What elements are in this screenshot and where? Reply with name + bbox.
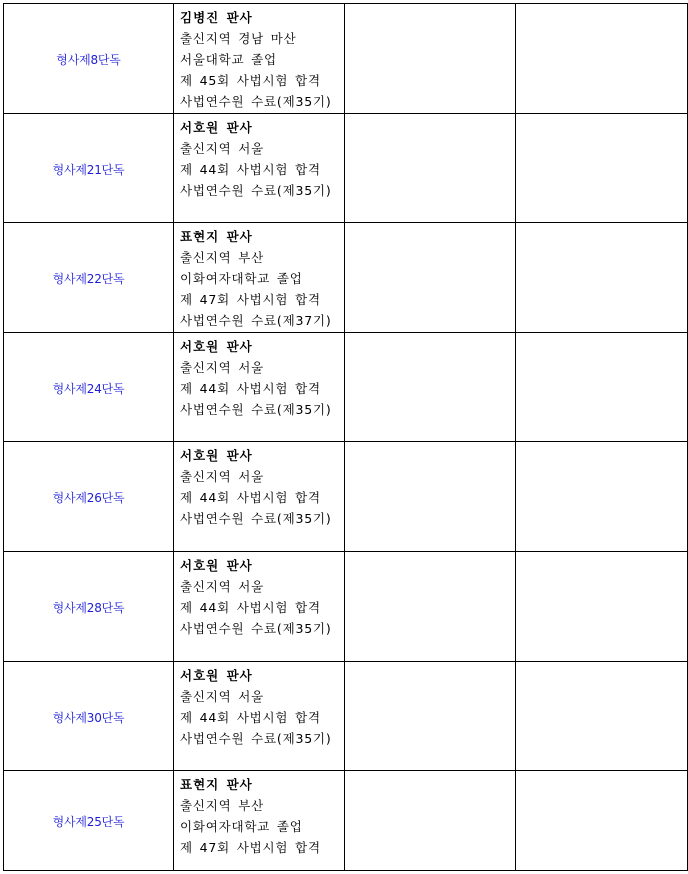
judge-info-line: 제 44회 사법시험 합격 (180, 381, 321, 396)
judge-cell (174, 552, 345, 662)
empty-cell (345, 552, 516, 662)
judge-info-line: 출신지역 서울 (180, 579, 265, 594)
judge-info-line: 사법연수원 수료(제35기) (180, 621, 332, 636)
judge-info-line: 제 44회 사법시험 합격 (180, 600, 321, 615)
division-link[interactable]: 형사제8단독 (56, 53, 121, 67)
judge-info-line: 이화여자대학교 졸업 (180, 271, 303, 286)
judge-name: 서호원 판사 (180, 448, 253, 463)
judge-name: 표현지 판사 (180, 229, 253, 244)
judge-cell (174, 662, 345, 771)
division-cell (4, 662, 174, 771)
judge-cell (174, 114, 345, 223)
table-row (4, 114, 688, 223)
judge-cell (174, 771, 345, 871)
judge-info-line: 출신지역 부산 (180, 250, 265, 265)
division-link[interactable]: 형사제21단독 (52, 162, 125, 177)
judge-info-line: 제 44회 사법시험 합격 (180, 710, 321, 725)
judge-info-line: 출신지역 부산 (180, 798, 265, 813)
division-link[interactable]: 형사제25단독 (52, 815, 125, 829)
judge-info-line: 출신지역 서울 (180, 141, 265, 156)
empty-cell (516, 442, 688, 552)
judge-cell (174, 333, 345, 442)
table-row (4, 771, 688, 871)
judge-table (3, 3, 688, 871)
division-cell (4, 333, 174, 442)
judge-info-line: 사법연수원 수료(제35기) (180, 511, 332, 526)
division-link[interactable]: 형사제22단독 (52, 272, 125, 286)
empty-cell (516, 771, 688, 871)
judge-info-line: 출신지역 서울 (180, 360, 265, 375)
empty-cell (345, 771, 516, 871)
empty-cell (516, 333, 688, 442)
judge-cell (174, 442, 345, 552)
empty-cell (516, 552, 688, 662)
judge-info-line: 서울대학교 졸업 (180, 52, 277, 67)
judge-info-line: 제 44회 사법시험 합격 (180, 490, 321, 505)
table-row (4, 442, 688, 552)
judge-info-line: 제 44회 사법시험 합격 (180, 162, 321, 177)
judge-info-line: 사법연수원 수료(제35기) (180, 731, 332, 746)
judge-info-line: 사법연수원 수료(제35기) (180, 402, 332, 417)
division-cell (4, 114, 174, 223)
judge-info-line: 사법연수원 수료(제35기) (180, 183, 332, 198)
judge-info-line: 제 47회 사법시험 합격 (180, 840, 321, 855)
judge-name: 표현지 판사 (180, 777, 253, 792)
judge-name: 김병진 판사 (180, 10, 253, 25)
division-link[interactable]: 형사제26단독 (52, 491, 125, 505)
judge-name: 서호원 판사 (180, 668, 253, 683)
judge-cell (174, 223, 345, 333)
judge-info-line: 출신지역 서울 (180, 689, 265, 704)
judge-info-line: 출신지역 서울 (180, 469, 265, 484)
empty-cell (516, 223, 688, 333)
empty-cell (345, 114, 516, 223)
judge-cell (174, 4, 345, 114)
empty-cell (345, 662, 516, 771)
empty-cell (516, 662, 688, 771)
judge-info-line: 출신지역 경남 마산 (180, 31, 297, 46)
judge-name: 서호원 판사 (180, 120, 253, 135)
empty-cell (345, 333, 516, 442)
division-link[interactable]: 형사제28단독 (52, 601, 125, 615)
table-row (4, 4, 688, 114)
judge-info-line: 제 47회 사법시험 합격 (180, 292, 321, 307)
empty-cell (516, 114, 688, 223)
division-cell (4, 552, 174, 662)
empty-cell (516, 4, 688, 114)
empty-cell (345, 442, 516, 552)
judge-info-line: 이화여자대학교 졸업 (180, 819, 303, 834)
judge-name: 서호원 판사 (180, 558, 253, 573)
empty-cell (345, 4, 516, 114)
table-row (4, 223, 688, 333)
judge-info-line: 사법연수원 수료(제35기) (180, 94, 332, 109)
judge-name: 서호원 판사 (180, 339, 253, 354)
division-cell (4, 4, 174, 114)
division-cell (4, 223, 174, 333)
division-link[interactable]: 형사제30단독 (52, 710, 125, 725)
table-row (4, 552, 688, 662)
judge-info-line: 제 45회 사법시험 합격 (180, 73, 321, 88)
judge-info-line: 사법연수원 수료(제37기) (180, 313, 332, 328)
judge-table-body (4, 4, 688, 871)
division-cell (4, 442, 174, 552)
empty-cell (345, 223, 516, 333)
table-row (4, 333, 688, 442)
division-cell (4, 771, 174, 871)
division-link[interactable]: 형사제24단독 (52, 381, 125, 396)
table-row (4, 662, 688, 771)
